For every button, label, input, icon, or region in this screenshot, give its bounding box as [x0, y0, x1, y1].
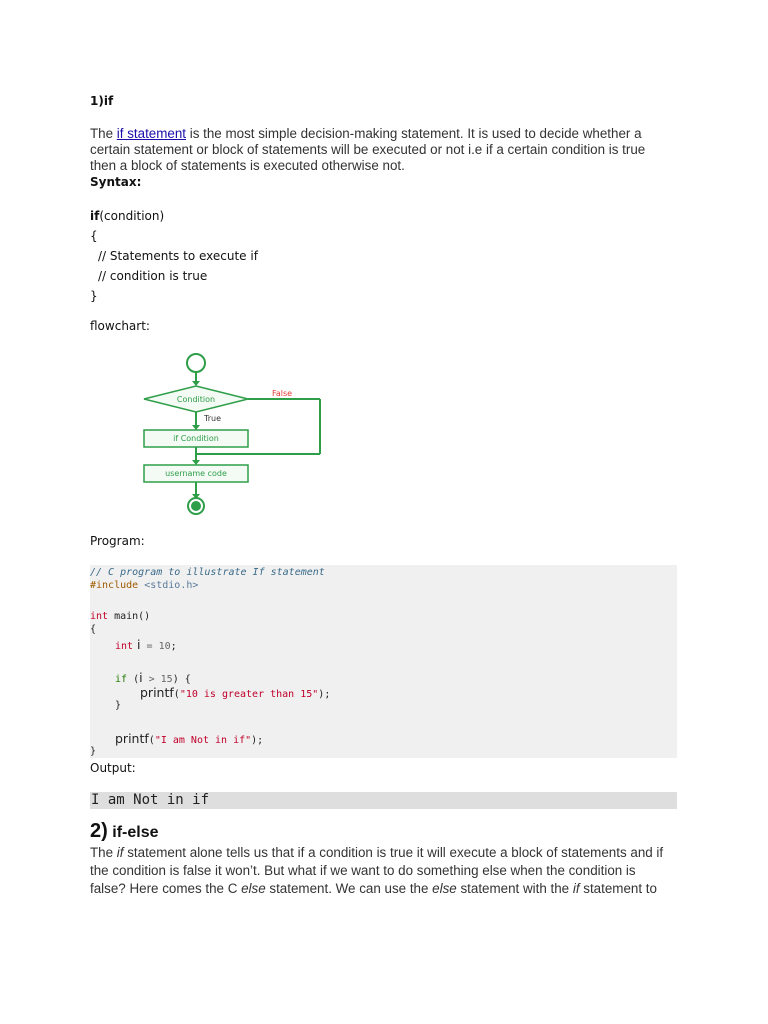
flowchart-code-box-text: username code: [165, 469, 227, 478]
flowchart-false-label: False: [272, 389, 293, 398]
syntax-comment-1: // Statements to execute if: [98, 249, 258, 263]
p2-c: statement alone tells us that if a condition is true it will execute a block of statements and if the condition is false it won’t. But what if we want to do something else when the condition is false? Here comes the C: [90, 845, 664, 896]
code-decl-line: [115, 637, 177, 652]
code-printf2-open: (: [148, 735, 155, 746]
code-block: [90, 565, 677, 758]
code-printf1: printf: [140, 685, 174, 700]
syntax-block: [90, 206, 258, 306]
code-if-close: ) {: [172, 674, 191, 685]
if-flowchart: [90, 350, 370, 520]
code-printf1-line: [140, 685, 330, 700]
syntax-close-brace: }: [90, 289, 98, 303]
output-text: I am Not in if: [91, 792, 210, 808]
code-if-line: [115, 670, 191, 685]
if-else-paragraph: [90, 844, 670, 898]
code-printf1-string: "10 is greater than 15": [179, 689, 319, 700]
code-printf1-open: (: [173, 689, 180, 700]
syntax-comment-2: // condition is true: [98, 269, 208, 283]
code-include-line: [90, 580, 198, 591]
section2-title: if-else: [107, 824, 159, 841]
code-if-val: 15: [160, 674, 173, 685]
if-statement-link[interactable]: if statement: [116, 126, 187, 141]
flowchart-true-label: True: [204, 414, 221, 423]
p2-d: else: [241, 881, 266, 896]
code-decl-eq: =: [140, 641, 159, 652]
intro-text-post: is the most simple decision-making statement. It is used to decide whether a certain statement or block of statements will be executed or not i.e if a certain condition is true then a block of statements is executed otherwise not.: [90, 126, 646, 173]
syntax-open-brace: {: [90, 229, 98, 243]
code-main-line: [90, 611, 150, 622]
code-inner-close: }: [115, 700, 122, 711]
output-block: [90, 792, 677, 809]
code-decl-var: i: [133, 637, 141, 652]
section2-number: 2): [90, 820, 108, 842]
if-intro-paragraph: [90, 126, 670, 174]
p2-b: if: [116, 845, 124, 860]
code-if-keyword: if: [115, 674, 128, 685]
flowchart-label: flowchart:: [90, 319, 150, 333]
code-include-lib: <stdio.h>: [138, 580, 199, 591]
syntax-line-if: [90, 206, 258, 226]
code-int-keyword: int: [90, 611, 109, 622]
code-decl-keyword: int: [115, 641, 134, 652]
code-printf2-close: );: [251, 735, 264, 746]
flowchart-if-box-text: if Condition: [173, 434, 219, 443]
code-brace-open: {: [90, 624, 97, 635]
p2-h: if: [572, 881, 580, 896]
syntax-label: Syntax:: [90, 175, 142, 189]
program-label: Program:: [90, 534, 145, 548]
code-if-open: (: [127, 674, 140, 685]
code-if-var: i: [139, 670, 143, 685]
code-printf2: printf: [115, 731, 149, 746]
p2-a: The: [90, 845, 117, 860]
syntax-if-keyword: if: [90, 209, 100, 223]
p2-e: statement. We can use the: [265, 881, 433, 896]
output-label: Output:: [90, 761, 136, 775]
flowchart-start-node: [187, 354, 205, 372]
flowchart-condition-text: Condition: [176, 395, 216, 404]
code-main: main(): [108, 611, 151, 622]
section-heading-if: 1)if: [90, 94, 114, 108]
code-printf2-line: [115, 731, 263, 746]
code-if-op: >: [142, 674, 161, 685]
syntax-condition: (condition): [99, 209, 165, 223]
code-brace-close: }: [90, 746, 97, 757]
intro-text-pre: The: [90, 126, 117, 141]
code-include-keyword: #include: [90, 580, 139, 591]
code-printf2-string: "I am Not in if": [154, 735, 252, 746]
code-printf1-close: );: [318, 689, 331, 700]
code-comment: // C program to illustrate If statement: [90, 567, 325, 578]
p2-g: statement with the: [456, 881, 573, 896]
section-heading-if-else: [90, 820, 158, 843]
code-decl-end: ;: [170, 641, 177, 652]
code-decl-val: 10: [158, 641, 171, 652]
p2-f: else: [432, 881, 457, 896]
p2-i: statement to: [579, 881, 657, 896]
